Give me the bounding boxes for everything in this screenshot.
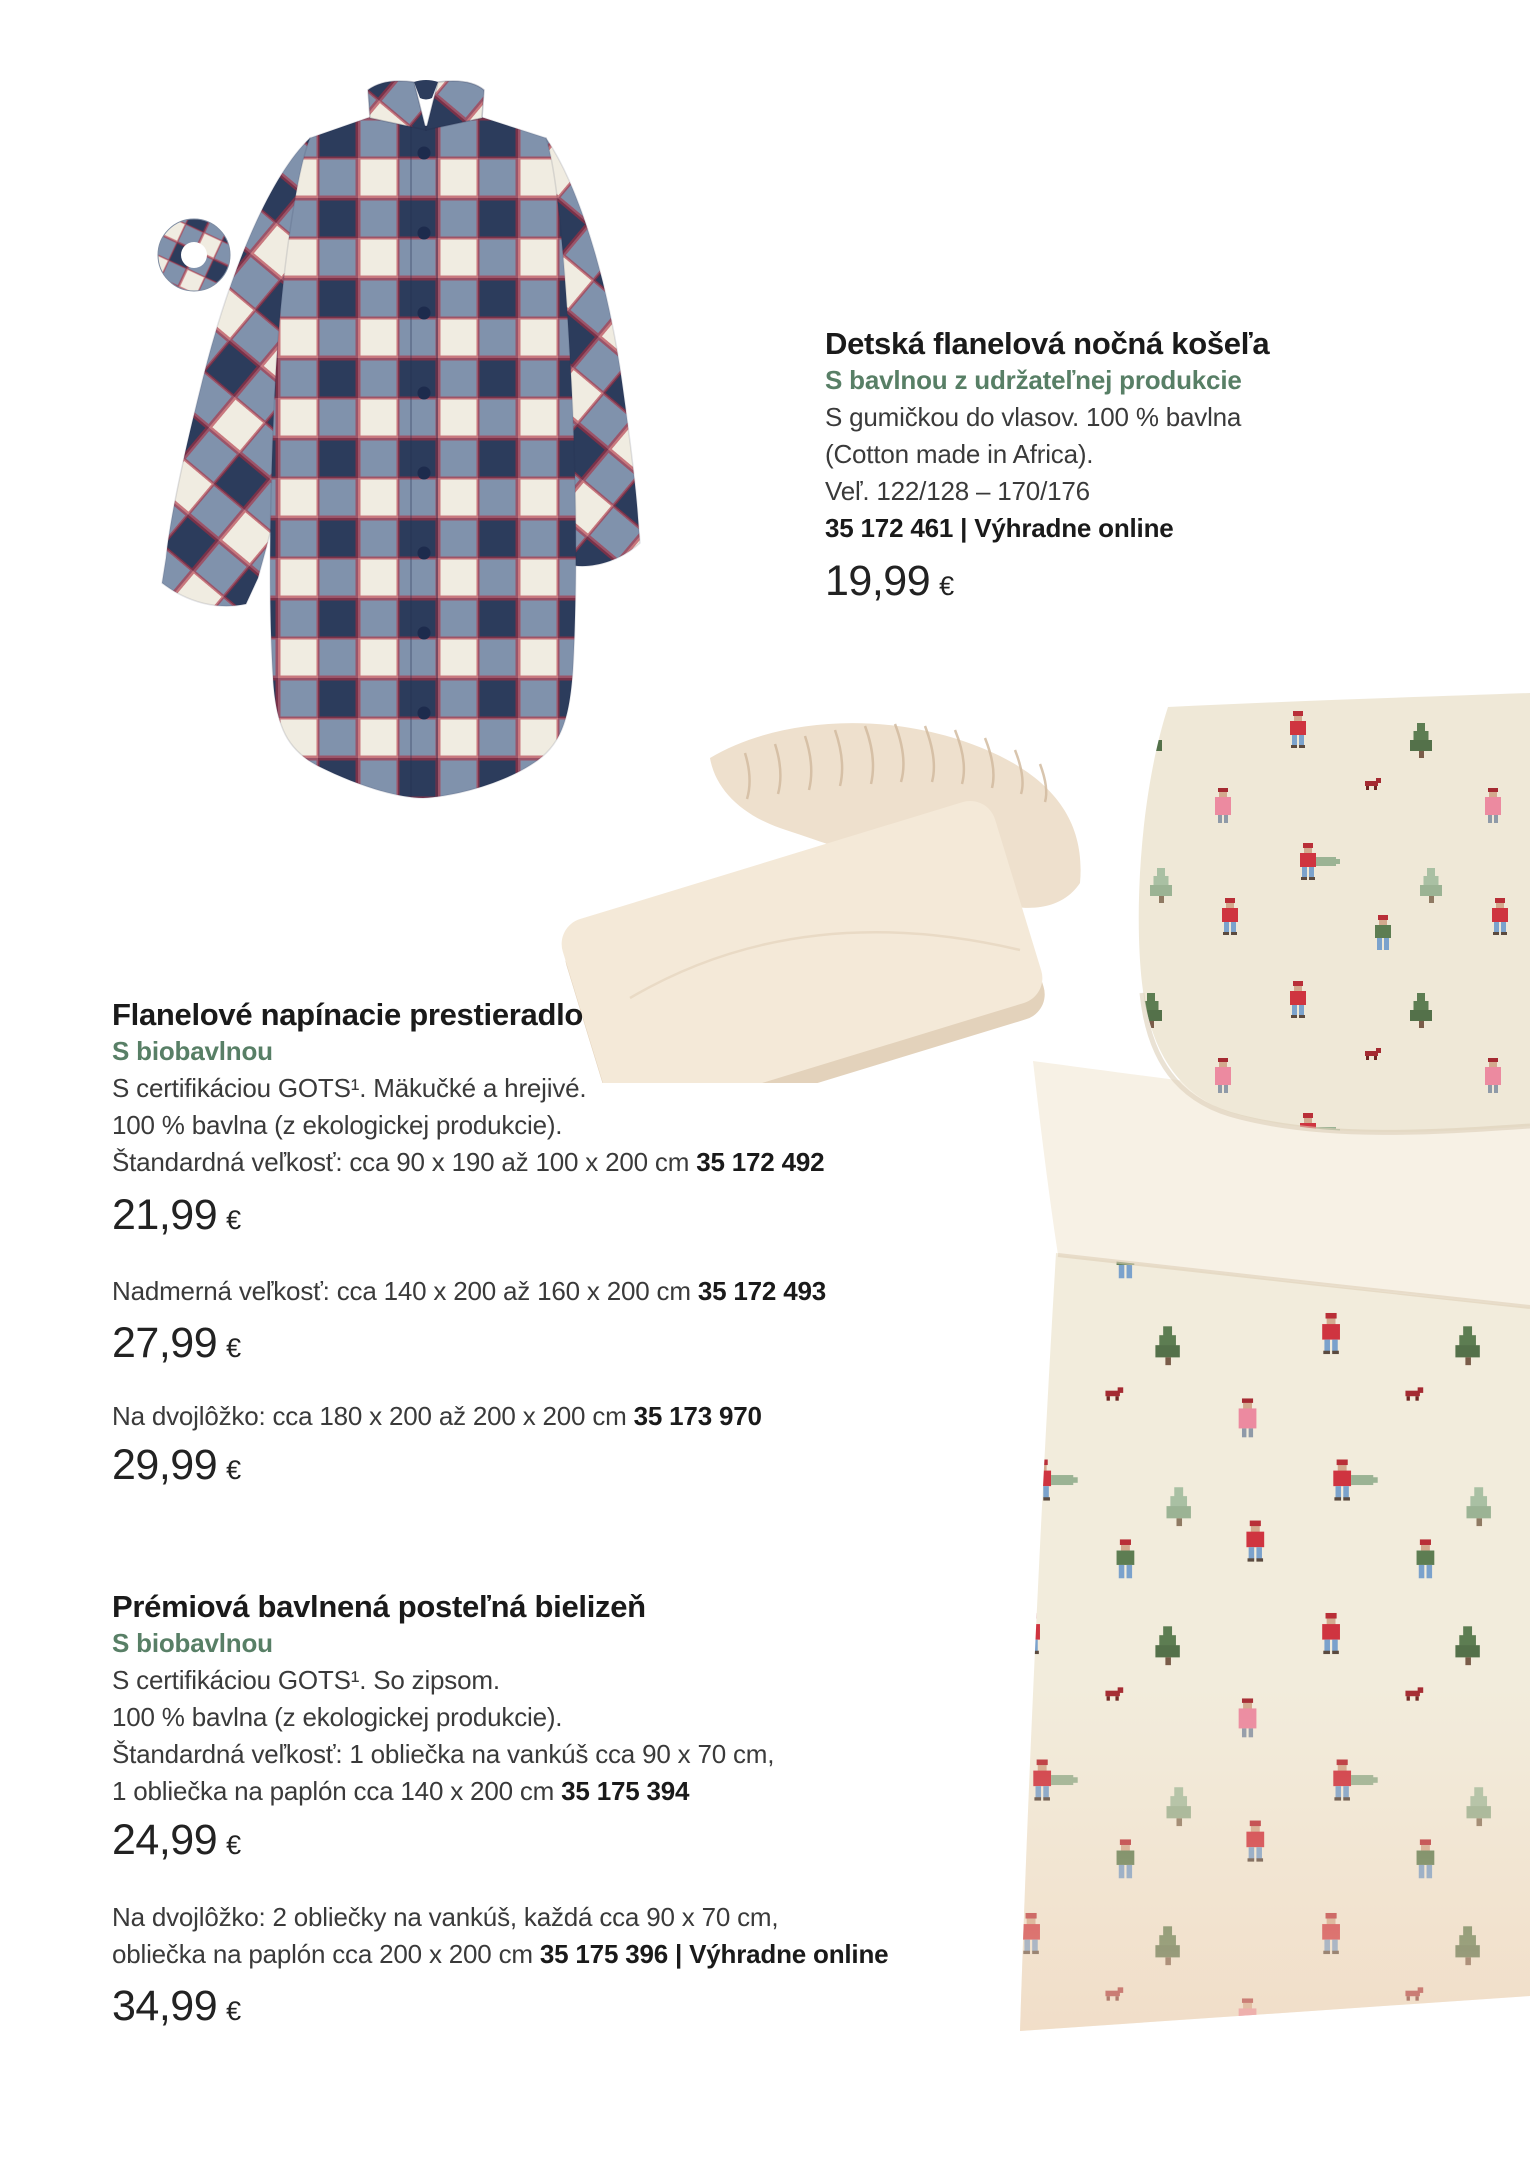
- price-value: 29,99: [112, 1441, 218, 1489]
- product-3-title: Prémiová bavlnená posteľná bielizeň: [112, 1589, 646, 1624]
- product-3-variant-2: [112, 1899, 888, 1973]
- product-3-variant-2-article: 35 175 396 | Výhradne online: [539, 1939, 889, 1969]
- pillow: [1139, 693, 1530, 1132]
- product-3-variant-1-article: 35 175 394: [561, 1776, 690, 1806]
- product-3-variant-2-line2: obliečka na paplón cca 200 x 200 cm 35 175 396 | Výhradne online: [112, 1939, 889, 1969]
- product-2-variant-3-price: [112, 1441, 241, 1489]
- currency-symbol: €: [226, 1333, 241, 1363]
- product-3-variant-2-price: [112, 1982, 241, 2030]
- product-1-info: [825, 325, 1269, 547]
- product-2-desc-line: 100 % bavlna (z ekologickej produkcie).: [112, 1110, 563, 1140]
- bedding-illustration: [1000, 693, 1530, 2045]
- product-3-variant-2-line1: Na dvojlôžko: 2 obliečky na vankúš, každá cca 90 x 70 cm,: [112, 1902, 779, 1932]
- bedding-image: [1000, 693, 1530, 2045]
- product-2-info: [112, 996, 824, 1181]
- product-2-subtitle: S biobavlnou: [112, 1036, 273, 1066]
- product-1-desc-line: Veľ. 122/128 – 170/176: [825, 476, 1090, 506]
- product-3-subtitle: S biobavlnou: [112, 1628, 273, 1658]
- product-3-variant-1-price: [112, 1816, 241, 1864]
- product-3-variant-1-line2: 1 obliečka na paplón cca 140 x 200 cm 35 175 394: [112, 1776, 690, 1806]
- currency-symbol: €: [226, 1830, 241, 1860]
- scrunchie-icon: [158, 219, 230, 291]
- duvet-shading: [1020, 1253, 1530, 2031]
- product-2-variant-2-price: [112, 1319, 241, 1367]
- product-1-article-number: 35 172 461 | Výhradne online: [825, 513, 1174, 543]
- price-value: 24,99: [112, 1816, 218, 1864]
- product-3-info: [112, 1588, 774, 1810]
- product-3-desc-line: S certifikáciou GOTS¹. So zipsom.: [112, 1665, 500, 1695]
- currency-symbol: €: [226, 1205, 241, 1235]
- product-1-desc-line: (Cotton made in Africa).: [825, 439, 1094, 469]
- product-2-variant-3-article: 35 173 970: [633, 1401, 762, 1431]
- currency-symbol: €: [226, 1996, 241, 2026]
- product-2-title: Flanelové napínacie prestieradlo: [112, 997, 584, 1032]
- price-value: 21,99: [112, 1191, 218, 1239]
- product-2-desc-line: S certifikáciou GOTS¹. Mäkučké a hrejivé.: [112, 1073, 587, 1103]
- product-2-variant-1-article: 35 172 492: [696, 1147, 825, 1177]
- nightshirt-body: [270, 116, 576, 798]
- price-value: 27,99: [112, 1319, 218, 1367]
- product-1-subtitle: S bavlnou z udržateľnej produkcie: [825, 365, 1242, 395]
- product-3-desc-line: 100 % bavlna (z ekologickej produkcie).: [112, 1702, 563, 1732]
- product-3-variant-1-line1: Štandardná veľkosť: 1 obliečka na vankúš cca 90 x 70 cm,: [112, 1739, 775, 1769]
- product-2-variant-3: Na dvojlôžko: cca 180 x 200 až 200 x 200 cm 35 173 970: [112, 1401, 762, 1431]
- product-1-desc-line: S gumičkou do vlasov. 100 % bavlna: [825, 402, 1242, 432]
- price-value: 34,99: [112, 1982, 218, 2030]
- product-2-variant-1: Štandardná veľkosť: cca 90 x 190 až 100 x 200 cm 35 172 492: [112, 1147, 825, 1177]
- product-2-variant-2-article: 35 172 493: [697, 1276, 826, 1306]
- currency-symbol: €: [226, 1455, 241, 1485]
- currency-symbol: €: [939, 571, 954, 601]
- price-value: 19,99: [825, 557, 931, 605]
- product-2-variant-1-price: [112, 1191, 241, 1239]
- product-1-price: [825, 557, 954, 605]
- product-1-title: Detská flanelová nočná košeľa: [825, 326, 1270, 361]
- product-2-variant-2: Nadmerná veľkosť: cca 140 x 200 až 160 x 200 cm 35 172 493: [112, 1276, 826, 1306]
